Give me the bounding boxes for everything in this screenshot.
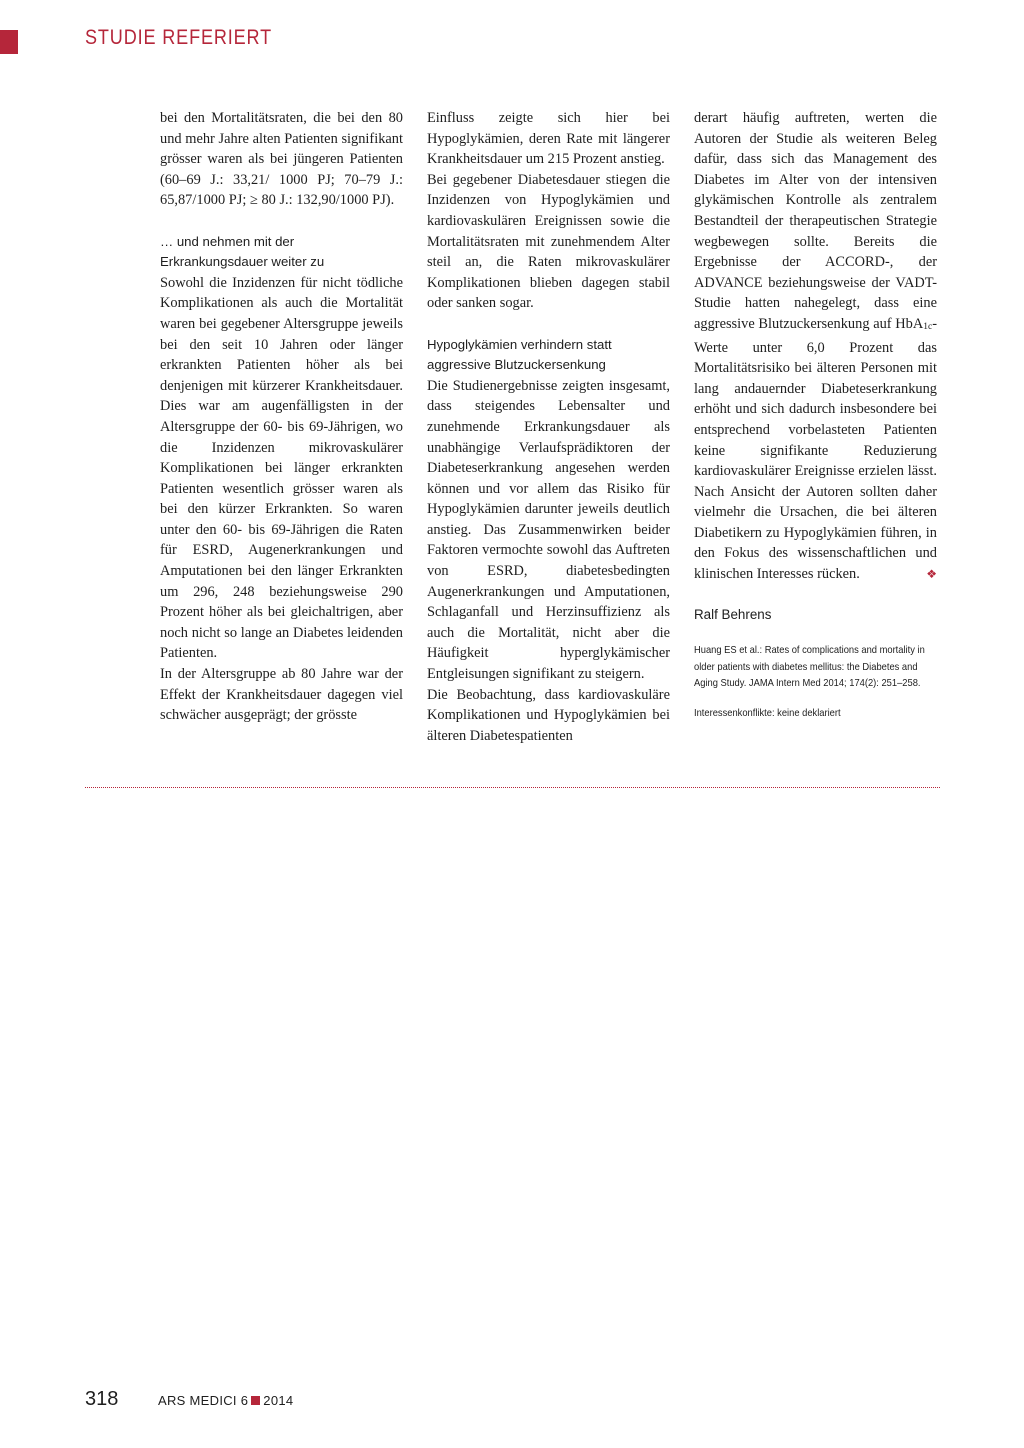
dotted-divider xyxy=(85,787,940,788)
page-number: 318 xyxy=(85,1388,119,1410)
paragraph: Sowohl die Inzidenzen für nicht tödliche Komplikationen als auch die Mortalität waren bei gegebener Altersgruppe jeweils bei den seit 10 Jahren oder länger erkrankten Patienten höher als bei denjenigen mit kürzerer Krankheitsdauer. Dies war am augenfälligsten in der Altersgruppe der 60- bis 69-Jährigen, wo die Inzidenzen mikrovaskulärer Komplikationen bei länger erkrankten Patienten wesentlich grösser waren als bei den kürzer Erkrankten. So waren unter den 60- bis 69-Jährigen die Raten für ESRD, Augenerkrankungen und Amputationen bei den länger Erkrankten um 296, 248 beziehungsweise 290 Prozent höher als bei gleichaltrigen, aber noch nicht so lange an Diabetes leidenden Patienten. xyxy=(160,274,403,662)
paragraph: bei den Mortalitätsraten, die bei den 80 und mehr Jahre alten Patienten signifikant grösser waren als bei jüngeren Patienten (60–69 J.: 33,21/ 1000 PJ; 70–79 J.: 65,87/1000 PJ; ≥ 80 J.: 132,90/1000 PJ). xyxy=(160,110,403,209)
paragraph-text: derart häufig auftreten, werten die Autoren der Studie als weiteren Beleg dafür, dass sich das Management des Diabetes im Alter von der intensiven glykämischen Kontrolle als zentralem Bestandteil der therapeutischen Strategie wegbewegen sollte. Bereits die Ergebnisse der ACCORD-, der ADVANCE beziehungsweise der VADT-Studie hatten nahegelegt, dass eine aggressive Blutzuckersenkung auf HbA xyxy=(694,110,937,332)
paragraph: Die Beobachtung, dass kardiovaskuläre Komplikationen und Hypoglykämien bei älteren Diabetespatienten xyxy=(427,686,670,744)
reference: Huang ES et al.: Rates of complications and mortality in older patients with diabetes mellitus: the Diabetes and Aging Study. JAMA Intern Med 2014; 174(2): 251–258. xyxy=(694,645,925,690)
text-column-2 xyxy=(427,108,670,746)
publication-year: 2014 xyxy=(263,1393,294,1408)
subheading: … und nehmen mit der Erkrankungsdauer weiter zu xyxy=(160,233,325,270)
conflict-of-interest-note: Interessenkonflikte: keine deklariert xyxy=(694,708,841,720)
paragraph: Bei gegebener Diabetesdauer stiegen die Inzidenzen von Hypoglykämien und kardiovaskulären Ereignissen sowie die Mortalitätsraten mit zunehmendem Alter steil an, die Raten mikrovaskulärer Komplikationen blieben dagegen stabil oder sanken sogar. xyxy=(427,171,670,312)
footer-publication xyxy=(158,1393,293,1408)
subheading: Hypoglykämien verhindern statt aggressive Blutzuckersenkung xyxy=(427,336,612,373)
paragraph xyxy=(694,108,937,585)
section-color-tab xyxy=(0,30,18,54)
section-title: STUDIE REFERIERT xyxy=(85,26,273,49)
subscript: 1c xyxy=(923,321,933,332)
author-name: Ralf Behrens xyxy=(694,607,772,623)
paragraph-text: -Werte unter 6,0 Prozent das Mortalitätsrisiko bei älteren Personen mit lang andauernder Diabeteserkrankung erhöht und sich dadurch insbesondere bei entsprechend vorbelasteten Patienten keine signifikante Reduzierung kardiovaskulärer Ereignisse erzielen lässt. Nach Ansicht der Autoren sollten daher vielmehr die Ursachen, die bei älteren Diabetikern zu Hypoglykämien führen, in den Fokus des wissenschaftlichen und klinischen Interesses rücken. xyxy=(694,315,937,583)
paragraph: Einfluss zeigte sich hier bei Hypoglykämien, deren Rate mit längerer Krankheitsdauer um 215 Prozent anstieg. xyxy=(427,110,670,168)
text-column-3 xyxy=(694,108,937,723)
footer-square-icon xyxy=(251,1396,260,1405)
magazine-name: ARS MEDICI 6 xyxy=(158,1393,249,1408)
end-of-article-icon: ❖ xyxy=(926,567,937,582)
text-column-1 xyxy=(160,108,403,726)
paragraph: Die Studienergebnisse zeigten insgesamt, dass steigendes Lebensalter und zunehmende Erkrankungsdauer als unabhängige Verlaufsprädiktoren der Diabeteserkrankung angesehen werden können und vor allem das Risiko für Hypoglykämien darunter jeweils deutlich anstieg. Das Zusammenwirken beider Faktoren vermochte sowohl das Auftreten von ESRD, diabetesbedingten Augenerkrankungen und Amputationen, Schlaganfall und Herzinsuffizienz als auch die Mortalität, nicht aber die Häufigkeit hyperglykämischer Entgleisungen signifikant zu steigern. xyxy=(427,377,670,683)
paragraph: In der Altersgruppe ab 80 Jahre war der Effekt der Krankheitsdauer dagegen viel schwächer ausgeprägt; der grösste xyxy=(160,666,403,724)
